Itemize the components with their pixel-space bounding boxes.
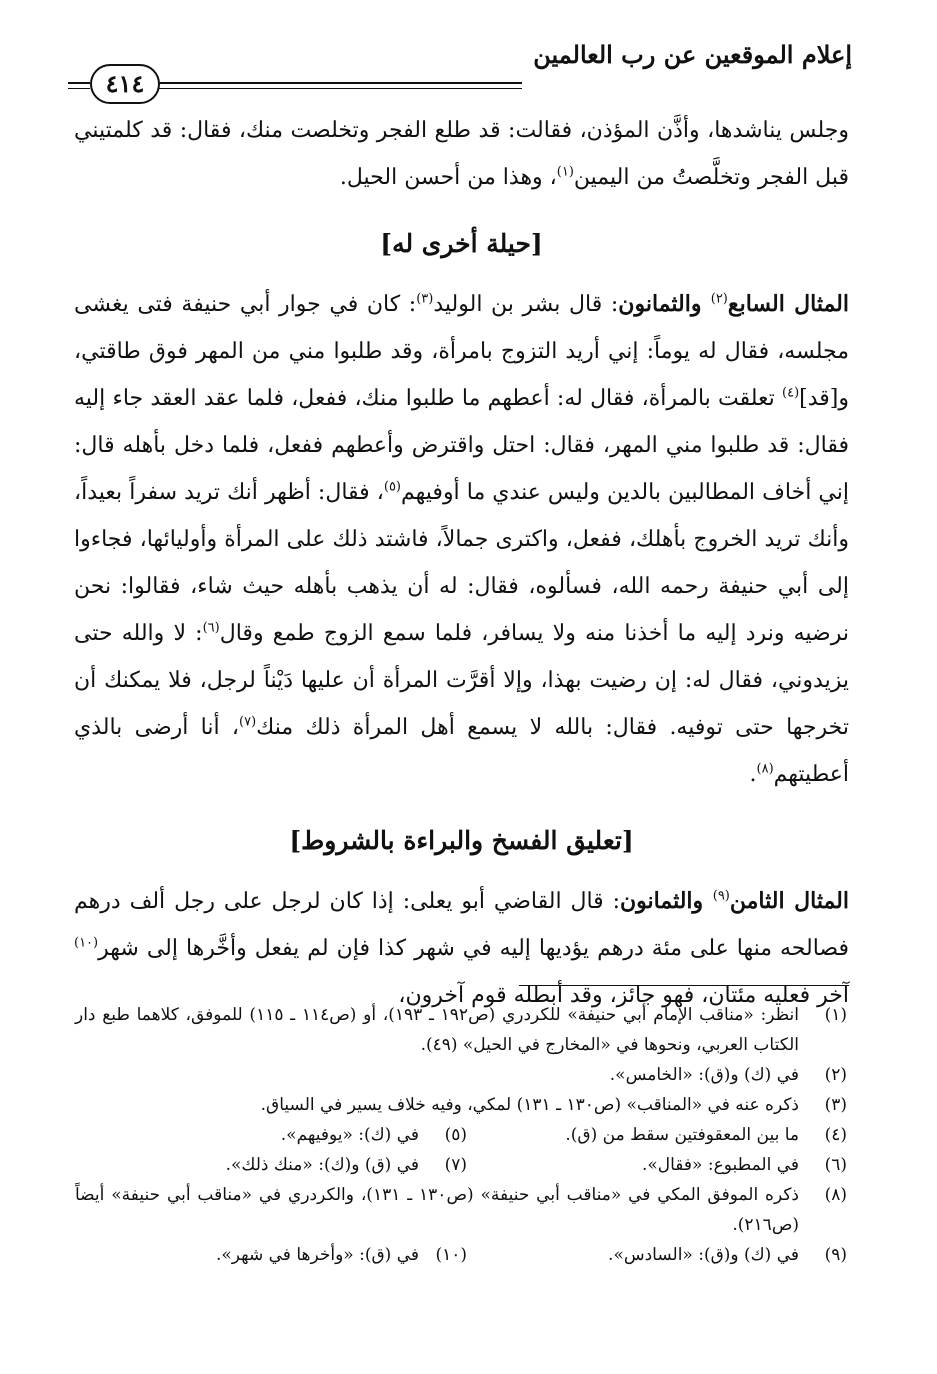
example-label: والثمانون [620,888,713,914]
footnote-number: (٢) [824,1065,847,1085]
footnote-text: ذكره الموفق المكي في «مناقب أبي حنيفة» (ص١٣٠ ـ ١٣١)، والكردري في «مناقب أبي حنيفة» أيضاً (ص٢١٦). [75,1185,799,1235]
footnote-row-4-5 [75,1120,847,1150]
text-run: آخر فعليه مئتان، فهو جائز، وقد أبطله قوم آخرون، [398,983,849,1008]
footnote-6 [467,1150,847,1180]
footnote-4 [467,1120,847,1150]
text-run: ، وهذا من أحسن الحيل. [339,165,557,190]
header-rule [158,82,522,84]
footnote-8 [75,1180,847,1240]
footnote-ref: (٨) [756,761,774,777]
footnote-number: (٩) [824,1245,847,1265]
footnote-number: (١) [824,1005,847,1025]
footnote-ref: (٩) [712,888,730,904]
footnote-1 [75,1000,847,1060]
footnote-5 [87,1120,467,1150]
example-label: المثال الثامن [729,888,849,914]
text-run: . [749,762,757,787]
footnote-number: (٧) [444,1155,467,1175]
footnote-number: (٥) [444,1125,467,1145]
footnote-ref: (٧) [239,714,257,730]
footnote-3 [75,1090,847,1120]
footnote-ref: (٢) [710,291,728,307]
footnote-text: في (ك) و(ق): «السادس». [608,1245,799,1265]
text-run: : قال القاضي أبو يعلى: إذا كان لرجل على رجل ألف درهم فصالحه منها على مئة درهم يؤديها إليه في شهر كذا فإن لم يفعل وأخَّرها إلى شهر [74,889,849,961]
text-run: : قال بشر بن الوليد [433,292,619,317]
page-number: ٤١٤ [90,64,160,104]
footnote-number: (٤) [824,1125,847,1145]
example-label: والثمانون [618,291,711,317]
footnote-number: (١٠) [435,1245,467,1265]
text-run: : كان في جوار أبي حنيفة فتى يغشى مجلسه، فقال له يوماً: إني أريد التزوج بامرأة، وقد طلبوا مني من المهر فوق طاقتي، و[قد] [74,292,849,411]
footnote-text: في (ك) و(ق): «الخامس». [609,1065,799,1085]
text-run: ، فقال: أظهر أنك تريد سفراً بعيداً، وأنك تريد الخروج بأهلك، ففعل، واكترى جمالاً، فاشتد ذلك على المرأة وأوليائها، فجاءوا إلى أبي حنيفة رحمه الله، فسألوه، فقال: له أن يذهب بأهله حيث شاء، فقالوا: نحن نرضيه ونرد إليه ما أخذنا منه ولا يسافر، فلما سمع الزوج طمع وقال [74,480,849,646]
footnote-ref: (٣) [416,291,434,307]
example-label: المثال السابع [727,291,849,317]
text-run: تعلقت بالمرأة، فقال له: أعطهم ما طلبوا منك، ففعل، فلما عقد العقد جاء إليه فقال: قد طلبوا مني المهر، فقال: احتل واقترض وأعطهم ففعل، فلما دخل بأهله قال: إني أخاف المطالبين بالدين وليس عندي ما أوفيهم [74,386,849,505]
footnote-number: (٨) [824,1185,847,1205]
footnote-ref: (٥) [383,479,401,495]
page-header [68,36,852,106]
footnote-ref: (١٠) [74,935,99,951]
header-rule-left [68,82,90,84]
running-title: إعلام الموقعين عن رب العالمين [533,40,852,69]
footnote-text: في (ق) و(ك): «منك ذلك». [225,1155,419,1175]
header-rule-thin [158,88,522,89]
footnote-10 [87,1240,467,1270]
footnote-text: في (ق): «وأخرها في شهر». [215,1245,419,1265]
footnote-number: (٣) [824,1095,847,1115]
footnote-ref: (٤) [782,385,800,401]
text-run: ، أنا أرضى بالذي أعطيتهم [74,715,849,787]
text-run: : لا والله حتى يزيدوني، فقال له: إن رضيت بهذا، وإلا أقرَّت المرأة أن عليها دَيْناً لرجل، فلا يمكنك أن تخرجها حتى توفيه. فقال: بالله لا يسمع أهل المرأة ذلك منك [74,621,849,740]
footnote-9 [467,1240,847,1270]
footnote-ref: (١) [556,164,574,180]
footnote-row-6-7 [75,1150,847,1180]
footnote-7 [87,1150,467,1180]
footnote-ref: (٦) [202,620,220,636]
footnote-separator [519,985,849,986]
paragraph-1 [74,107,849,201]
section-heading-2: [تعليق الفسخ والبراءة بالشروط] [289,826,634,855]
footnote-row-9-10 [75,1240,847,1270]
header-rule-left-thin [68,88,90,89]
footnote-number: (٦) [824,1155,847,1175]
paragraph-3 [74,878,849,1019]
footnote-text: في المطبوع: «فقال». [641,1155,799,1175]
main-text [74,107,849,1019]
section-heading-1: [حيلة أخرى له] [380,229,543,258]
footnote-text: ذكره عنه في «المناقب» (ص١٣٠ ـ ١٣١) لمكي، وفيه خلاف يسير في السياق. [260,1095,799,1115]
text-run: وجلس يناشدها، وأذَّن المؤذن، فقالت: قد طلع الفجر وتخلصت منك، فقال: قد كلمتيني قبل الفجر وتخلَّصتُ من اليمين [74,118,849,190]
footnote-text: في (ك): «يوفيهم». [280,1125,419,1145]
footnotes [75,1000,847,1270]
paragraph-2 [74,281,849,798]
footnote-2 [75,1060,847,1090]
footnote-text: ما بين المعقوفتين سقط من (ق). [565,1125,799,1145]
footnote-text: انظر: «مناقب الإمام أبي حنيفة» للكردري (ص١٩٢ ـ ١٩٣)، أو (ص١١٤ ـ ١١٥) للموفق، كلاهما طبع دار الكتاب العربي، ونحوها في «المخارج في الحيل» (٤٩). [75,1005,799,1055]
